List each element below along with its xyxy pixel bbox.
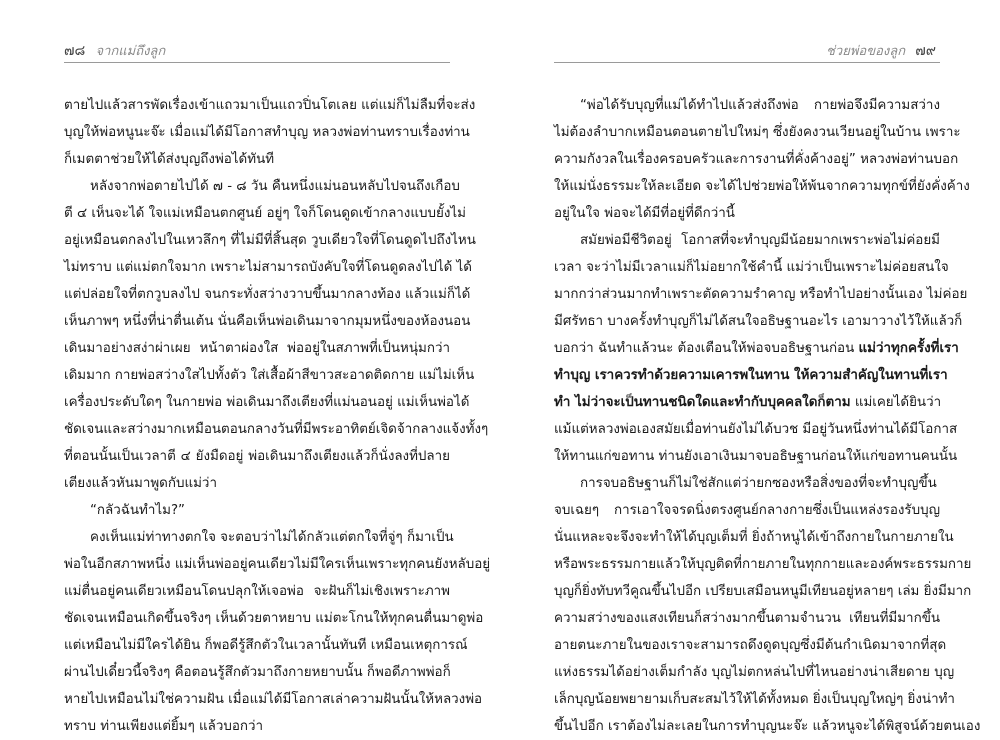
right-page-number: ๗๙ xyxy=(915,43,936,59)
text-line: ที่ตอนนั้นเป็นเวลาตี ๔ ยังมืดอยู่ พ่อเดินมาถึงเตียงแล้วก็นั่งลงที่ปลาย xyxy=(64,449,450,464)
text-line: คงเห็นแม่ท่าทางตกใจ จะตอบว่าไม่ได้กลัวแต่ตกใจที่จู่ๆ ก็มาเป็น xyxy=(90,530,454,545)
text-line: เห็นภาพๆ หนึ่งที่น่าตื่นเต้น นั่นคือเห็นพ่อเดินมาจากมุมหนึ่งของห้องนอน xyxy=(64,314,471,329)
right-running-title: ช่วยพ่อของลูก xyxy=(826,44,906,59)
text-line: การจบอธิษฐานก็ไม่ใช่สักแต่ว่ายกซองหรือสิ่งของที่จะทำบุญขึ้น xyxy=(580,476,937,491)
text-line: บุญให้พ่อหนูนะจ๊ะ เมื่อแม่ได้มีโอกาสทำบุญ หลวงพ่อท่านทราบเรื่องท่าน xyxy=(64,125,470,140)
text-line: เครื่องประดับใดๆ ในกายพ่อ พ่อเดินมาถึงเตียงที่แม่นอนอยู่ แม่เห็นพ่อได้ xyxy=(64,395,470,410)
left-header-rule xyxy=(64,62,450,63)
text-line: จบเฉยๆ การเอาใจจรดนิ่งตรงศูนย์กลางกายซึ่งเป็นแหล่งรองรับบุญ xyxy=(554,503,940,518)
text-line: ไม่ทราบ แต่แม่ตกใจมาก เพราะไม่สามารถบังคับใจที่โดนดูดลงไปได้ ได้ xyxy=(64,260,472,275)
left-page-number: ๗๘ xyxy=(64,43,86,59)
text-line: ไม่ต้องลำบากเหมือนตอนตายไปใหม่ๆ ซึ่งยังคงวนเวียนอยู่ในบ้าน เพราะ xyxy=(554,125,961,140)
text-line: ชัดเจนและสว่างมากเหมือนตอนกลางวันที่มีพระอาทิตย์เจิดจ้ากลางแจ้งทั้งๆ xyxy=(64,422,489,437)
text-line xyxy=(554,335,959,362)
text-line: ขึ้นไปอีก เราต้องไม่ละเลยในการทำบุญนะจ๊ะ แล้วหนูจะได้พิสูจน์ด้วยตนเอง xyxy=(554,719,981,734)
text-line: ความกังวลในเรื่องครอบครัวและการงานที่คั่งค้างอยู่” หลวงพ่อท่านบอก xyxy=(554,152,959,167)
text-segment: แม่เคยได้ยินว่า xyxy=(854,395,942,410)
bold-text-segment: แม่ว่าทุกครั้งที่เรา xyxy=(858,341,959,356)
text-line: หรือพระธรรมกายแล้วให้บุญติดที่กายภายในทุกกายและองค์พระธรรมกาย xyxy=(554,557,972,572)
text-line: ให้แม่นั่งธรรมะให้ละเอียด จะได้ไปช่วยพ่อให้พ้นจากความทุกข์ที่ยังคั่งค้าง xyxy=(554,179,970,194)
text-line: พ่อในอีกสภาพหนึ่ง แม่เห็นพ่ออยู่คนเดียวไม่มีใครเห็นเพราะทุกคนยังหลับอยู่ xyxy=(64,557,491,572)
text-line: เดิมมาก กายพ่อสว่างใสไปทั้งตัว ใส่เสื้อผ้าสีขาวสะอาดติดกาย แม่ไม่เห็น xyxy=(64,368,475,383)
right-page xyxy=(500,0,1000,734)
text-line: ชัดเจนเหมือนเกิดขึ้นจริงๆ เห็นด้วยตาหยาบ แม่ตะโกนให้ทุกคนตื่นมาดูพ่อ xyxy=(64,611,484,626)
text-line: ก็เมตตาช่วยให้ได้ส่งบุญถึงพ่อได้ทันที xyxy=(64,152,275,167)
text-line: แต่เหมือนไม่มีใครได้ยิน ก็พอดีรู้สึกตัวในเวลานั้นทันที เหมือนเหตุการณ์ xyxy=(64,638,468,653)
text-line: ตี ๔ เห็นจะได้ ใจแม่เหมือนตกศูนย์ อยู่ๆ ใจก็โดนดูดเข้ากลางแบบยั้งไม่ xyxy=(64,206,466,221)
text-line: เล็กบุญน้อยพยายามเก็บสะสมไว้ให้ได้ทั้งหมด ยิ่งเป็นบุญใหญ่ๆ ยิ่งน่าทำ xyxy=(554,692,955,707)
text-line: นั่นแหละจะจึงจะทำให้ได้บุญเต็มที่ ยิ่งถ้าหนูได้เข้าถึงกายในกายภายใน xyxy=(554,530,954,545)
right-header-rule xyxy=(554,62,940,63)
text-line: ตายไปแล้วสารพัดเรื่องเข้าแถวมาเป็นแถวปิ่นโตเลย แต่แม่ก็ไม่ลืมที่จะส่ง xyxy=(64,98,476,113)
text-line: ผ่านไปเดี๋ยวนี้จริงๆ คือตอนรู้สึกตัวมาถึงกายหยาบนั้น ก็พอดีภาพพ่อก็ xyxy=(64,665,451,680)
text-line: อยู่ในใจ พ่อจะได้มีที่อยู่ที่ดีกว่านี้ xyxy=(554,206,735,221)
text-line: สมัยพ่อมีชีวิตอยู่ โอกาสที่จะทำบุญมีน้อยมากเพราะพ่อไม่ค่อยมี xyxy=(580,233,940,248)
text-line xyxy=(554,362,948,389)
text-line: “พ่อได้รับบุญที่แม่ได้ทำไปแล้วส่งถึงพ่อ กายพ่อจึงมีความสว่าง xyxy=(580,98,940,113)
text-line: แม่ตื่นอยู่คนเดียวเหมือนโดนปลุกให้เจอพ่อ จะฝันก็ไม่เชิงเพราะภาพ xyxy=(64,584,450,599)
text-line: เวลา จะว่าไม่มีเวลาแม่ก็ไม่อยากใช้คำนี้ แม่ว่าเป็นเพราะไม่ค่อยสนใจ xyxy=(554,260,949,275)
text-line: เตียงแล้วหันมาพูดกับแม่ว่า xyxy=(64,476,217,491)
text-segment: บอกว่า ฉันทำแล้วนะ ต้องเตือนให้พ่อจบอธิษฐานก่อน xyxy=(554,341,855,356)
text-line: บุญก็ยิ่งทับทวีคูณขึ้นไปอีก เปรียบเสมือนหนูมีเทียนอยู่หลายๆ เล่ม ยิ่งมีมาก xyxy=(554,584,972,599)
right-page-body xyxy=(554,92,981,740)
bold-text-segment: ทำบุญ เราควรทำด้วยความเคารพในทาน ให้ความสำคัญในทานที่เรา xyxy=(554,368,948,383)
text-line xyxy=(554,389,940,416)
right-page-header xyxy=(820,40,936,62)
text-line: ทราบ ท่านเพียงแต่ยิ้มๆ แล้วบอกว่า xyxy=(64,719,264,734)
bold-text-segment: ทำ ไม่ว่าจะเป็นทานชนิดใดและทำกับบุคคลใดก็ตาม xyxy=(554,395,851,410)
dialogue-line: “กลัวฉันทำไม?” xyxy=(90,503,185,518)
text-line: ให้ทานแก่ขอทาน ท่านยังเอาเงินมาจบอธิษฐานก่อนให้แก่ขอทานคนนั้น xyxy=(554,449,958,464)
text-line: มากกว่าส่วนมากทำเพราะตัดความรำคาญ หรือทำไปอย่างนั้นเอง ไม่ค่อย xyxy=(554,287,968,302)
text-line: ความสว่างของแสงเทียนก็สว่างมากขึ้นตามจำนวน เทียนที่มีมากขึ้น xyxy=(554,611,940,626)
left-running-title: จากแม่ถึงลูก xyxy=(95,44,166,59)
text-line: มีศรัทธา บางครั้งทำบุญก็ไม่ได้สนใจอธิษฐานอะไร เอามาวางไว้ให้แล้วก็ xyxy=(554,314,963,329)
left-page-body xyxy=(64,92,491,740)
left-page-header xyxy=(64,40,171,62)
text-line: แต่ปล่อยใจที่ตกวูบลงไป จนกระทั่งสว่างวาบขึ้นมากลางท้อง แล้วแม่ก็ได้ xyxy=(64,287,471,302)
text-line: แม้แต่หลวงพ่อเองสมัยเมื่อท่านยังไม่ได้บวช มีอยู่วันหนึ่งท่านได้มีโอกาส xyxy=(554,422,958,437)
text-line: แห่งธรรมได้อย่างเต็มกำลัง บุญไม่ตกหล่นไปที่ไหนอย่างน่าเสียดาย บุญ xyxy=(554,665,955,680)
text-line: หลังจากพ่อตายไปได้ ๗ - ๘ วัน คืนหนึ่งแม่นอนหลับไปจนถึงเกือบ xyxy=(90,179,460,194)
left-page xyxy=(0,0,500,734)
text-line: เดินมาอย่างสง่าผ่าเผย หน้าตาผ่องใส พ่ออยู่ในสภาพที่เป็นหนุ่มกว่า xyxy=(64,341,450,356)
text-line: หายไปเหมือนไม่ใช่ความฝัน เมื่อแม่ได้มีโอกาสเล่าความฝันนั้นให้หลวงพ่อ xyxy=(64,692,483,707)
text-line: อยู่เหมือนตกลงไปในเหวลึกๆ ที่ไม่มีที่สิ้นสุด วูบเดียวใจที่โดนดูดไปถึงไหน xyxy=(64,233,476,248)
text-line: อายตนะภายในของเราจะสามารถดึงดูดบุญซึ่งมีต้นกำเนิดมาจากที่สุด xyxy=(554,638,947,653)
